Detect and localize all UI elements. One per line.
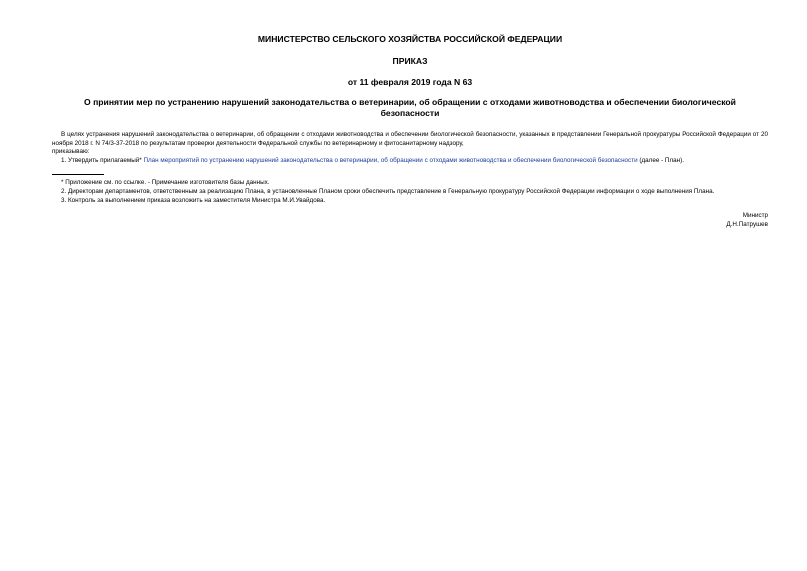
document-content [52, 34, 768, 229]
ministry-name: МИНИСТЕРСТВО СЕЛЬСКОГО ХОЗЯЙСТВА РОССИЙСКОЙ ФЕДЕРАЦИИ [257, 34, 563, 44]
plan-link[interactable]: План мероприятий по устранению нарушений законодательства о ветеринарии, об обращении с отходами животноводства и обеспечении биологической безопасности [143, 156, 638, 164]
preamble-paragraph: В целях устранения нарушений законодательства о ветеринарии, об обращении с отходами животноводства и обеспечении биологической безопасности, указанных в представлении Генеральной прокуратуры Российской Федерации от 20 ноября 2018 г. N 74/3-37-2018 по результатам проверки деятельности Федеральной службы по ветеринарному и фитосанитарному надзору, [52, 131, 768, 147]
order-word: приказываю: [52, 148, 90, 156]
signature-block [52, 212, 768, 229]
order-subject: О принятии мер по устранению нарушений законодательства о ветеринарии, об обращении с отходами животноводства и обеспечении биологической безопасности [84, 97, 736, 118]
signature-position: Министр [742, 212, 768, 220]
item-3-paragraph: 3. Контроль за выполнением приказа возложить на заместителя Министра М.И.Увайдова. [61, 196, 326, 204]
item-1-prefix: 1. Утвердить прилагаемый* [61, 156, 142, 164]
item-1-paragraph [52, 157, 768, 166]
footnote-divider [52, 174, 104, 175]
item-1-suffix: (далее - План). [639, 156, 684, 164]
signature-name: Д.Н.Патрушев [726, 220, 768, 228]
item-2-paragraph: 2. Директорам департаментов, ответственным за реализацию Плана, в установленные Планом сроки обеспечить представление в Генеральную прокуратуру Российской Федерации информации о ходе выполнения Плана. [61, 187, 715, 195]
order-title: ПРИКАЗ [392, 56, 428, 66]
order-date: от 11 февраля 2019 года N 63 [347, 77, 473, 87]
footnote-text: * Приложение см. по ссылке. - Примечание изготовителя базы данных. [61, 179, 270, 187]
